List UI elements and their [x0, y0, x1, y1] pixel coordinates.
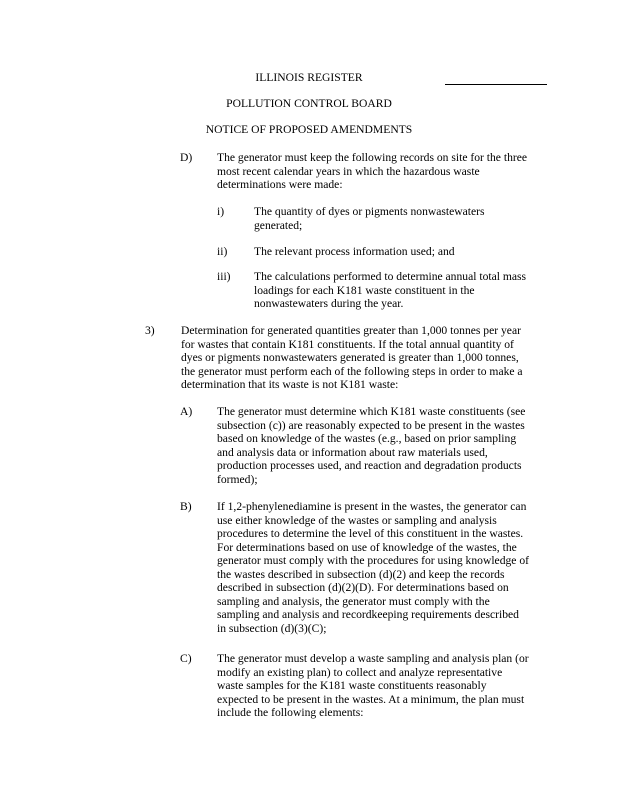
board-title: POLLUTION CONTROL BOARD	[226, 97, 392, 110]
notice-title: NOTICE OF PROPOSED AMENDMENTS	[205, 123, 413, 136]
text-line: in subsection (d)(3)(C);	[217, 621, 327, 635]
text-line: The generator must determine which K181 waste constituents (see	[217, 405, 526, 418]
text-line: determinations were made:	[217, 178, 343, 192]
text-line: procedures to determine the level of this constituent in the wastes.	[217, 527, 524, 541]
paragraph-b-label: B)	[180, 500, 192, 513]
text-line: The relevant process information used; and	[254, 245, 455, 258]
paragraph-3-label: 3)	[145, 324, 155, 337]
text-line: production processes used, and reaction and degradation products	[217, 459, 522, 473]
header-rule	[445, 84, 547, 85]
paragraph-3	[181, 324, 523, 392]
text-line: include the following elements:	[217, 706, 364, 720]
text-line: subsection (c)) are reasonably expected to be present in the wastes	[217, 418, 525, 432]
text-line: based on knowledge of the wastes (e.g., based on prior sampling	[217, 432, 517, 446]
text-line: waste samples for the K181 waste constituents reasonably	[217, 679, 487, 693]
item-ii-label: ii)	[217, 245, 228, 258]
paragraph-c-label: C)	[180, 652, 192, 665]
paragraph-d-label: D)	[180, 151, 193, 164]
text-line: use either knowledge of the wastes or sampling and analysis	[217, 513, 497, 527]
text-line: For determinations based on use of knowledge of the wastes, the	[217, 540, 517, 554]
text-line: generated;	[254, 218, 303, 232]
text-line: dyes or pigments nonwastewaters generated is greater than 1,000 tonnes,	[181, 351, 519, 365]
paragraph-c	[217, 652, 529, 720]
text-line: most recent calendar years in which the hazardous waste	[217, 164, 480, 178]
item-i-label: i)	[217, 205, 225, 218]
text-line: Determination for generated quantities greater than 1,000 tonnes per year	[181, 324, 521, 337]
item-iii-label: iii)	[217, 270, 231, 283]
paragraph-b	[217, 500, 529, 635]
text-line: formed);	[217, 472, 258, 486]
text-line: If 1,2-phenylenediamine is present in the wastes, the generator can	[217, 500, 527, 513]
text-line: sampling and analysis and recordkeeping requirements described	[217, 608, 519, 622]
text-line: modify an existing plan) to collect and analyze representative	[217, 665, 503, 679]
text-line: generator must comply with the procedures for using knowledge of	[217, 554, 529, 568]
text-line: and analysis data or information about raw materials used,	[217, 445, 488, 459]
text-line: for wastes that contain K181 constituents. If the total annual quantity of	[181, 337, 514, 351]
item-i	[254, 205, 485, 232]
text-line: The generator must develop a waste sampling and analysis plan (or	[217, 652, 529, 665]
item-ii	[254, 245, 455, 259]
text-line: described in subsection (d)(2)(D). For determinations based on	[217, 581, 509, 595]
item-iii	[254, 270, 526, 311]
paragraph-d	[217, 151, 527, 192]
register-title: ILLINOIS REGISTER	[255, 71, 363, 84]
paragraph-a	[217, 405, 525, 486]
text-line: expected to be present in the wastes. At a minimum, the plan must	[217, 692, 525, 706]
text-line: sampling and analysis, the generator must comply with the	[217, 594, 490, 608]
text-line: the wastes described in subsection (d)(2) and keep the records	[217, 567, 505, 581]
text-line: nonwastewaters during the year.	[254, 297, 404, 311]
text-line: the generator must perform each of the following steps in order to make a	[181, 364, 523, 378]
text-line: determination that its waste is not K181 waste:	[181, 378, 399, 392]
text-line: The quantity of dyes or pigments nonwastewaters	[254, 205, 485, 218]
text-line: The calculations performed to determine annual total mass	[254, 270, 527, 283]
paragraph-a-label: A)	[180, 405, 193, 418]
text-line: The generator must keep the following records on site for the three	[217, 151, 528, 164]
text-line: loadings for each K181 waste constituent in the	[254, 283, 475, 297]
